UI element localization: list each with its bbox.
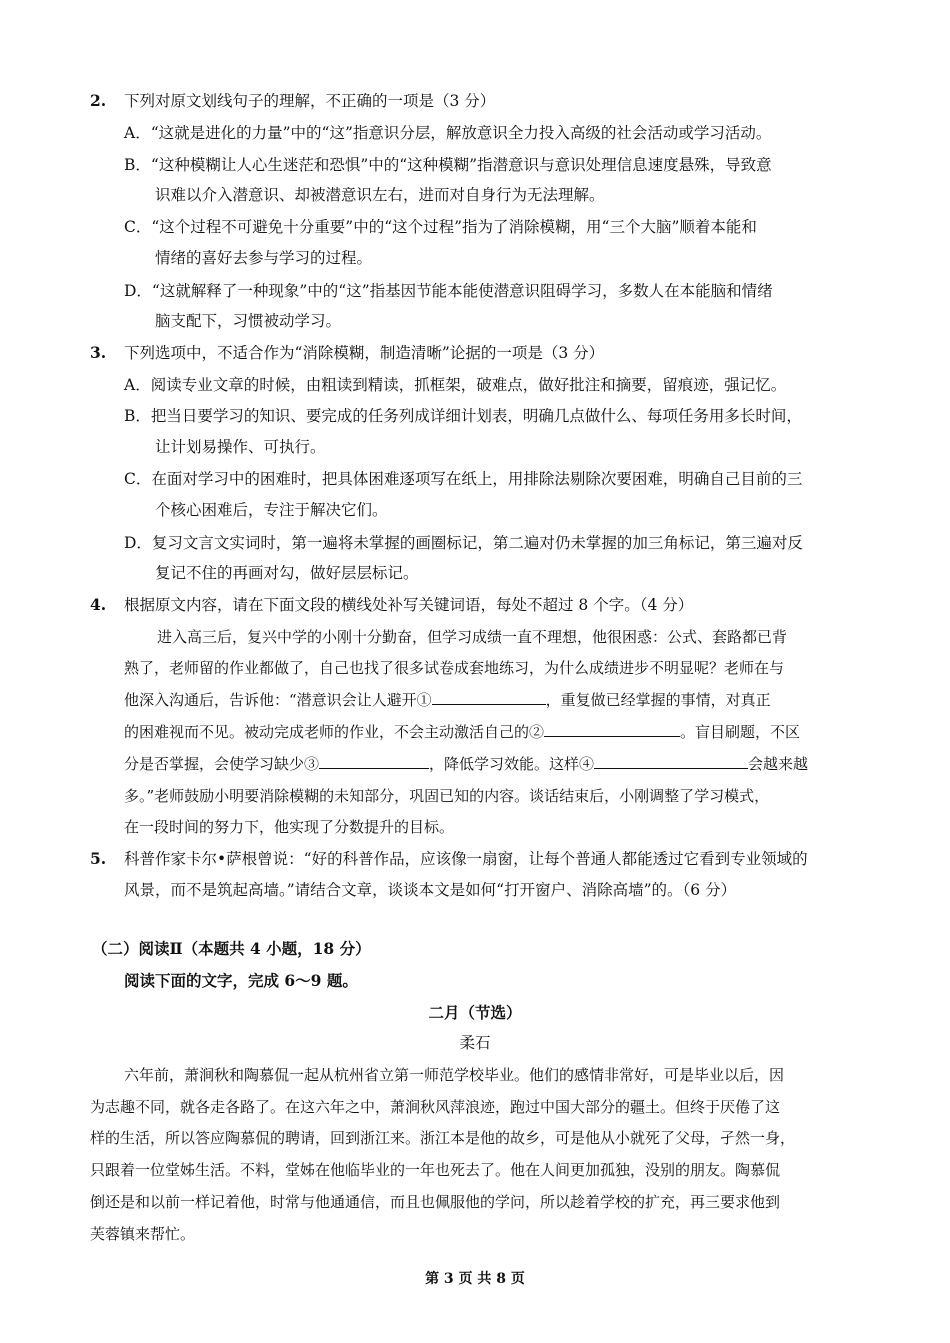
article-title: 二月（节选） xyxy=(428,1003,522,1022)
section-heading: （二）阅读Ⅱ（本题共 4 小题，18 分） xyxy=(92,939,371,958)
passage-text: 分是否掌握，会使学习缺少③ xyxy=(124,755,320,773)
question-3-option-b: B．把当日要学习的知识、要完成的任务列成详细计划表，明确几点做什么、每项任务用多长时间， xyxy=(124,407,802,425)
question-4-passage-line-4 xyxy=(124,721,800,743)
article-paragraph-line-5: 倒还是和以前一样记着他，时常与他通通信，而且也佩服他的学问，所以趁着学校的扩充，再三要求他到 xyxy=(90,1193,781,1211)
question-4-number: 4. xyxy=(90,595,107,614)
question-2-option-c: C．“这个过程不可避免十分重要”中的“这个过程”指为了消除模糊，用“三个大脑”顺着本能和 xyxy=(124,218,757,236)
question-4-passage-line-5 xyxy=(124,753,808,775)
section-instruction: 阅读下面的文字，完成 6～9 题。 xyxy=(124,971,358,990)
page-number-footer: 第 3 页 共 8 页 xyxy=(425,1271,525,1287)
passage-text: 。盲目刷题，不区 xyxy=(680,723,801,741)
question-5-stem-cont: 风景，而不是筑起高墙。”请结合文章，谈谈本文是如何“打开窗户、消除高墙”的。（6 分） xyxy=(124,881,737,899)
article-paragraph-line-1: 六年前，萧涧秋和陶慕侃一起从杭州省立第一师范学校毕业。他们的感情非常好，可是毕业以后，因 xyxy=(124,1066,785,1084)
article-author: 柔石 xyxy=(459,1034,491,1052)
passage-text: 他深入沟通后，告诉他：“潜意识会让人避开① xyxy=(124,691,432,709)
question-2-option-a: A．“这就是进化的力量”中的“这”指意识分层，解放意识全力投入高级的社会活动或学习活动。 xyxy=(124,124,772,142)
question-3-option-c: C．在面对学习中的困难时，把具体困难逐项写在纸上，用排除法剔除次要困难，明确自己目前的三 xyxy=(124,470,803,488)
question-2-option-c-cont: 情绪的喜好去参与学习的过程。 xyxy=(155,249,373,267)
question-3-number: 3. xyxy=(90,343,107,362)
question-2-option-d-cont: 脑支配下，习惯被动学习。 xyxy=(155,312,342,330)
question-3-option-b-cont: 让计划易操作、可执行。 xyxy=(155,438,326,456)
question-3-option-d-cont: 复记不住的再画对勾，做好层层标记。 xyxy=(155,564,419,582)
question-5-number: 5. xyxy=(90,849,107,868)
question-4-passage-line-6: 多。”老师鼓励小明要消除模糊的未知部分，巩固已知的内容。谈话结束后，小刚调整了学习模式， xyxy=(124,787,770,805)
question-2-option-d: D．“这就解释了一种现象”中的“这”指基因节能本能使潜意识阻碍学习，多数人在本能脑和情绪 xyxy=(124,282,773,300)
question-2-stem: 下列对原文划线句子的理解，不正确的一项是（3 分） xyxy=(124,92,496,110)
question-2-number: 2. xyxy=(90,91,107,110)
question-4-passage-line-7: 在一段时间的努力下，他实现了分数提升的目标。 xyxy=(124,818,455,836)
question-2-option-b-cont: 识难以介入潜意识、却被潜意识左右，进而对自身行为无法理解。 xyxy=(155,186,605,204)
question-4-passage-line-1: 进入高三后，复兴中学的小刚十分勤奋，但学习成绩一直不理想，他很困惑：公式、套路都已背 xyxy=(157,628,788,646)
fill-blank-4[interactable] xyxy=(594,754,748,769)
passage-text: 的困难视而不见。被动完成老师的作业，不会主动激活自己的② xyxy=(124,723,545,741)
article-paragraph-line-4: 只跟着一位堂姊生活。不料，堂姊在他临毕业的一年也死去了。他在人间更加孤独，没别的朋友。陶慕侃 xyxy=(90,1161,781,1179)
question-3-stem: 下列选项中，不适合作为“消除模糊，制造清晰”论据的一项是（3 分） xyxy=(124,344,605,362)
fill-blank-3[interactable] xyxy=(319,754,429,769)
question-3-option-c-cont: 个核心困难后，专注于解决它们。 xyxy=(155,501,388,519)
question-5-stem: 科普作家卡尔•萨根曾说：“好的科普作品，应该像一扇窗，让每个普通人都能透过它看到专业领域的 xyxy=(124,850,808,868)
passage-text: ，重复做已经掌握的事情，对真正 xyxy=(545,691,771,709)
passage-text: 会越来越 xyxy=(748,755,809,773)
passage-text: ，降低学习效能。这样④ xyxy=(429,755,595,773)
question-4-passage-line-2: 熟了，老师留的作业都做了，自己也找了很多试卷成套地练习，为什么成绩进步不明显呢？老师在与 xyxy=(124,659,785,677)
article-paragraph-line-2: 为志趣不同，就各走各路了。在这六年之中，萧涧秋风萍浪迹，跑过中国大部分的疆土。但终于厌倦了这 xyxy=(90,1098,781,1116)
fill-blank-2[interactable] xyxy=(544,722,680,737)
question-3-option-d: D．复习文言文实词时，第一遍将未掌握的画圈标记，第二遍对仍未掌握的加三角标记，第三遍对反 xyxy=(124,534,803,552)
question-3-option-a: A．阅读专业文章的时候，由粗读到精读，抓框架，破难点，做好批注和摘要，留痕迹，强记忆。 xyxy=(124,376,787,394)
question-2-option-b: B．“这种模糊让人心生迷茫和恐惧”中的“这种模糊”指潜意识与意识处理信息速度悬殊，导致意 xyxy=(124,156,772,174)
fill-blank-1[interactable] xyxy=(432,690,546,705)
article-paragraph-line-3: 样的生活，所以答应陶慕侃的聘请，回到浙江来。浙江本是他的故乡，可是他从小就死了父母，孑然一身， xyxy=(90,1129,796,1147)
question-4-passage-line-3 xyxy=(124,689,771,711)
article-paragraph-line-6: 芙蓉镇来帮忙。 xyxy=(90,1225,196,1243)
question-4-stem: 根据原文内容，请在下面文段的横线处补写关键词语，每处不超过 8 个字。（4 分） xyxy=(124,596,694,614)
